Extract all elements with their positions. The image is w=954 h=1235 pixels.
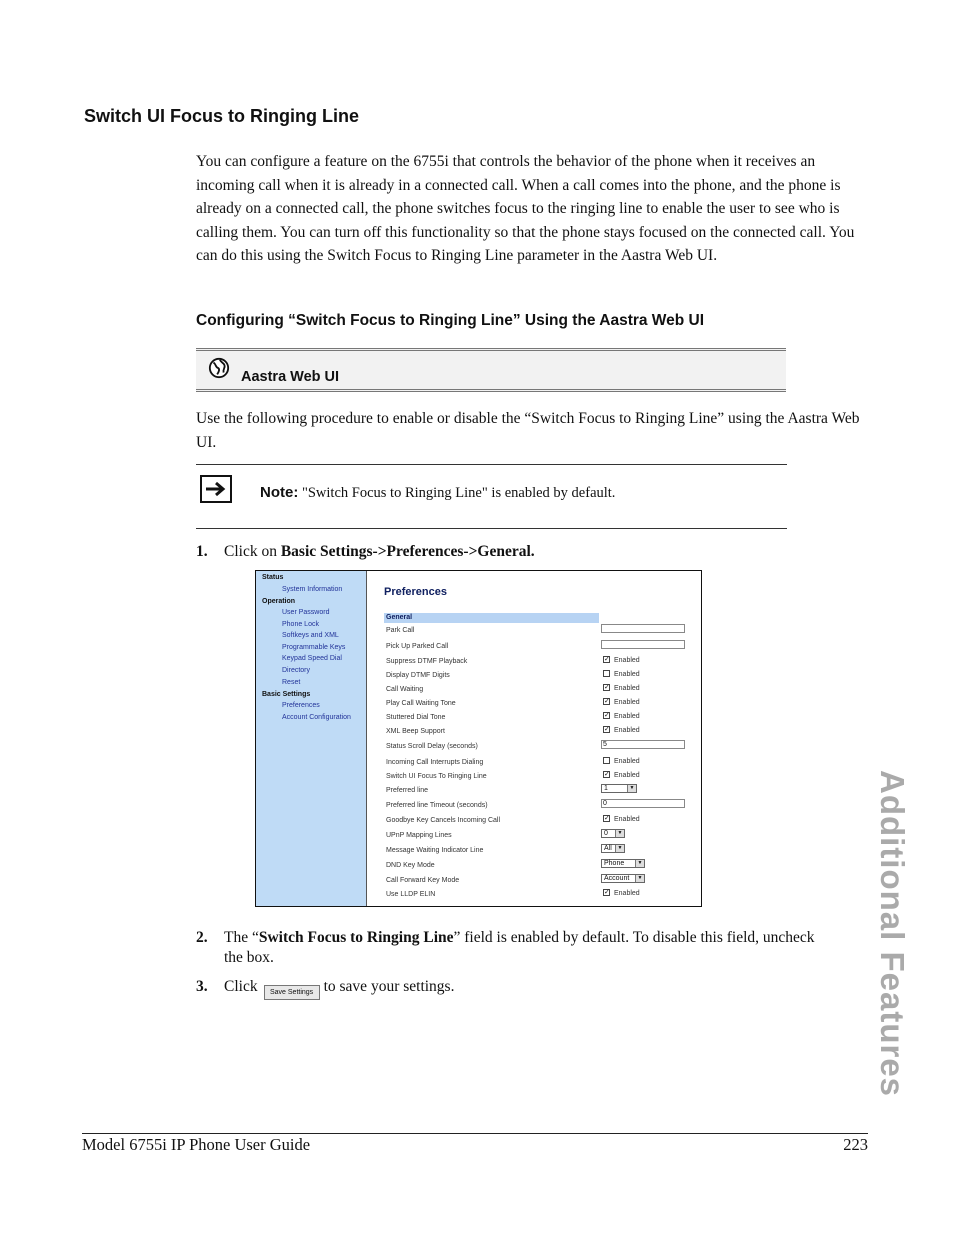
setting-label: Message Waiting Indicator Line xyxy=(386,847,484,854)
setting-label: Switch UI Focus To Ringing Line xyxy=(386,773,487,780)
webui-screenshot xyxy=(255,570,702,907)
setting-text-input[interactable] xyxy=(601,640,685,649)
chevron-down-icon[interactable]: ▼ xyxy=(627,785,636,792)
setting-label: Use LLDP ELIN xyxy=(386,891,436,898)
checkbox-label: Enabled xyxy=(614,713,640,720)
webui-label: Aastra Web UI xyxy=(241,369,340,385)
select-value: 0 xyxy=(604,830,608,837)
section-title: Switch UI Focus to Ringing Line xyxy=(84,106,359,126)
note-bottom-rule xyxy=(196,528,787,529)
chevron-down-icon[interactable]: ▼ xyxy=(635,860,644,867)
sidebar-item[interactable]: Account Configuration xyxy=(282,714,351,721)
select-value: 1 xyxy=(604,785,608,792)
setting-checkbox[interactable]: ✓ xyxy=(604,698,610,705)
sidebar-item[interactable]: Softkeys and XML xyxy=(282,632,339,639)
checkbox-label: Enabled xyxy=(614,772,640,779)
save-settings-button[interactable]: Save Settings xyxy=(264,985,320,1000)
setting-label: Status Scroll Delay (seconds) xyxy=(386,743,478,750)
intro-paragraph: You can configure a feature on the 6755i that controls the behavior of the phone when it receives an incoming call when it is already in a connected call. When a call comes into the phone, and the phone is already on a connected call, the phone switches focus to the ringing line to enable the user to see who is calling them. You can turn off this functionality so that the phone stays focused on the connected call. You can do this using the Switch Focus to Ringing Line parameter in the Aastra Web UI. xyxy=(196,153,855,264)
footer-rule xyxy=(82,1133,868,1134)
sidebar-item: Operation xyxy=(262,598,296,605)
setting-label: Play Call Waiting Tone xyxy=(386,700,456,707)
sidebar-item[interactable]: System Information xyxy=(282,586,343,593)
setting-label: Preferred line Timeout (seconds) xyxy=(386,802,488,809)
sidebar-item[interactable]: Directory xyxy=(282,667,311,674)
setting-text-input[interactable] xyxy=(601,624,685,633)
setting-select[interactable] xyxy=(601,829,625,838)
step-text: The “ xyxy=(224,929,259,946)
footer-title: Model 6755i IP Phone User Guide xyxy=(82,1135,311,1154)
step-number: 2. xyxy=(196,929,208,946)
checkbox-label: Enabled xyxy=(614,699,640,706)
setting-checkbox[interactable]: ✓ xyxy=(604,726,610,733)
arrow-icon xyxy=(200,475,232,503)
setting-label: Park Call xyxy=(386,627,415,634)
setting-select[interactable] xyxy=(601,859,645,868)
setting-checkbox[interactable]: ✓ xyxy=(604,815,610,822)
general-label: General xyxy=(386,614,413,621)
setting-label: DND Key Mode xyxy=(386,862,435,869)
setting-checkbox[interactable]: ✓ xyxy=(604,889,610,896)
note-label: Note: xyxy=(260,484,299,501)
step-text: Click on xyxy=(224,543,281,560)
webui-banner xyxy=(196,348,786,392)
sidebar-item: Status xyxy=(262,574,284,581)
setting-select[interactable] xyxy=(601,844,625,853)
step-bold: Basic Settings->Preferences->General. xyxy=(280,543,535,560)
setting-label: UPnP Mapping Lines xyxy=(386,832,452,839)
page-number: 223 xyxy=(843,1135,868,1154)
setting-label: Goodbye Key Cancels Incoming Call xyxy=(386,817,501,824)
sidebar-item: Basic Settings xyxy=(262,691,311,698)
checkbox-label: Enabled xyxy=(614,685,640,692)
setting-label: Display DTMF Digits xyxy=(386,672,450,679)
select-value: Phone xyxy=(604,860,625,867)
side-tab xyxy=(866,770,926,1110)
chevron-down-icon[interactable]: ▼ xyxy=(635,875,644,882)
setting-label: Incoming Call Interrupts Dialing xyxy=(386,759,484,766)
subsection-title: Configuring “Switch Focus to Ringing Line” Using the Aastra Web UI xyxy=(196,312,705,329)
setting-checkbox[interactable]: ✓ xyxy=(604,771,610,778)
setting-checkbox[interactable] xyxy=(603,670,610,677)
general-bar xyxy=(384,613,599,623)
page-title: Preferences xyxy=(384,586,447,598)
step-text-suffix: to save your settings. xyxy=(323,978,455,995)
setting-label: XML Beep Support xyxy=(386,728,445,735)
setting-label: Stuttered Dial Tone xyxy=(386,714,446,721)
setting-checkbox[interactable]: ✓ xyxy=(604,712,610,719)
checkbox-label: Enabled xyxy=(614,890,640,897)
sidebar-item[interactable]: Phone Lock xyxy=(282,621,319,628)
setting-text-input[interactable]: 0 xyxy=(601,799,685,808)
globe-icon xyxy=(208,357,230,379)
checkbox-label: Enabled xyxy=(614,758,640,765)
setting-label: Call Waiting xyxy=(386,686,424,693)
sidebar-item[interactable]: Keypad Speed Dial xyxy=(282,655,342,662)
chevron-down-icon[interactable]: ▼ xyxy=(615,830,624,837)
setting-checkbox[interactable] xyxy=(603,757,610,764)
setting-checkbox[interactable]: ✓ xyxy=(604,684,610,691)
setting-text-input[interactable]: 5 xyxy=(601,740,685,749)
sidebar-item[interactable]: User Password xyxy=(282,609,330,616)
setting-label: Preferred line xyxy=(386,787,429,794)
sidebar-item[interactable]: Preferences xyxy=(282,702,320,709)
step-bold: Switch Focus to Ringing Line xyxy=(258,929,454,946)
procedure-text: Use the following procedure to enable or disable the “Switch Focus to Ringing Line” using the Aastra Web UI. xyxy=(196,410,860,451)
note-text: "Switch Focus to Ringing Line" is enabled by default. xyxy=(301,485,616,501)
sidebar-item[interactable]: Programmable Keys xyxy=(282,644,346,651)
setting-select[interactable] xyxy=(601,874,645,883)
side-tab-label: Additional Features xyxy=(874,770,911,1098)
setting-label: Call Forward Key Mode xyxy=(386,877,460,884)
setting-label: Pick Up Parked Call xyxy=(386,643,449,650)
note xyxy=(260,484,615,502)
checkbox-label: Enabled xyxy=(614,671,640,678)
step-number: 1. xyxy=(196,543,208,560)
setting-select[interactable] xyxy=(601,784,637,793)
chevron-down-icon[interactable]: ▼ xyxy=(615,845,624,852)
select-value: Account xyxy=(604,875,630,882)
sidebar xyxy=(256,571,367,906)
checkbox-label: Enabled xyxy=(614,727,640,734)
checkbox-label: Enabled xyxy=(614,657,640,664)
note-top-rule xyxy=(196,464,787,465)
step-text-suffix: ” field is enabled by default. To disable this field, uncheck the box. xyxy=(224,929,815,966)
step-text: Click xyxy=(224,978,258,995)
setting-checkbox[interactable]: ✓ xyxy=(604,656,610,663)
setting-label: Suppress DTMF Playback xyxy=(386,658,468,665)
select-value: All xyxy=(604,845,612,852)
step-number: 3. xyxy=(196,978,208,995)
checkbox-label: Enabled xyxy=(614,816,640,823)
sidebar-item[interactable]: Reset xyxy=(282,679,301,686)
